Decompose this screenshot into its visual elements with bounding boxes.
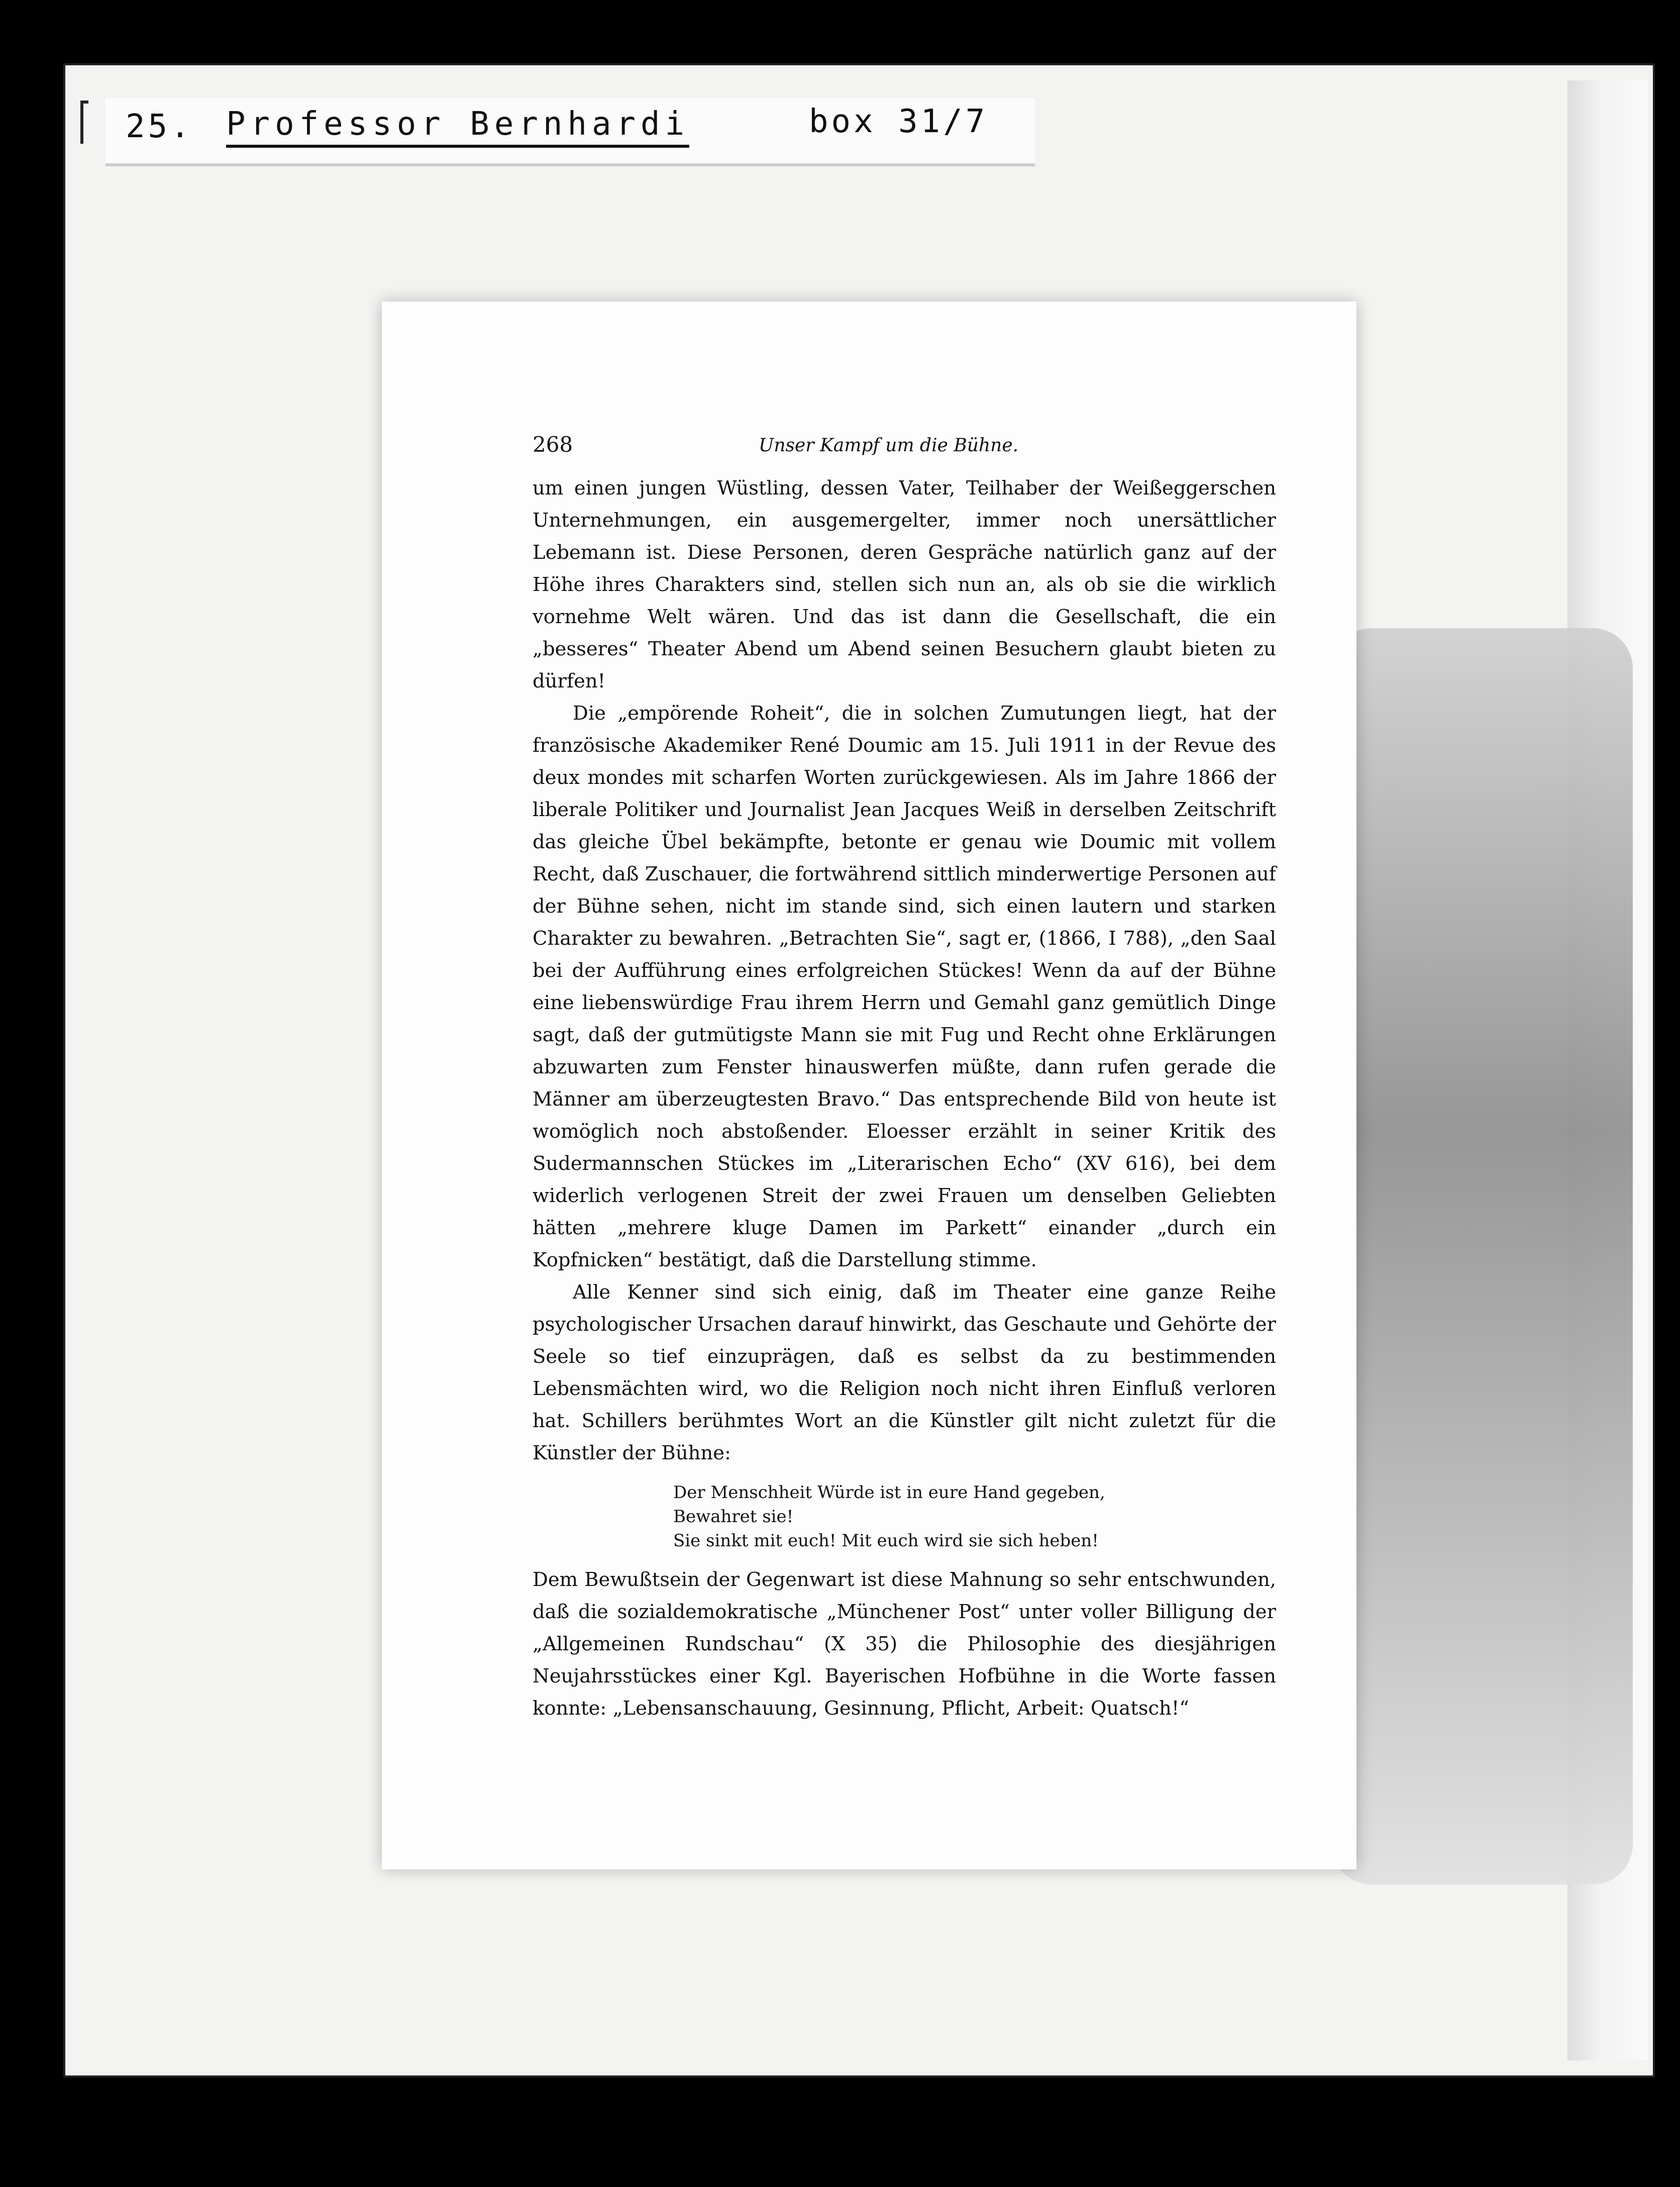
page-number: 268 — [533, 432, 573, 457]
clipping-page — [382, 302, 1356, 1869]
scan-shadow — [1331, 628, 1633, 1884]
label-title: Professor Bernhardi — [226, 106, 689, 148]
verse-line: Sie sinkt mit euch! Mit euch wird sie sich heben! — [673, 1531, 1099, 1551]
page-header — [533, 432, 1276, 462]
label-number: 25. — [126, 108, 193, 145]
paragraph: Alle Kenner sind sich einig, daß im Theater eine ganze Reihe psychologischer Ursachen darauf hinwirkt, das Geschaute und Gehörte der Seele so tief einzuprägen, daß es selbst da zu bestimmenden Lebensmächten wird, wo die Religion noch nicht ihren Einfluß verloren hat. Schillers berühmtes Wort an die Künstler gilt nicht zuletzt für die Künstler der Bühne: — [533, 1281, 1276, 1464]
closing-paragraph: Dem Bewußtsein der Gegenwart ist diese Mahnung so sehr entschwunden, daß die sozialdemokratische „Münchener Post“ unter voller Billigung der „Allgemeinen Rundschau“ (X 35) die Philosophie des diesjährigen Neujahrsstückes einer Kgl. Bayerischen Hofbühne in die Worte fassen konnte: „Lebensanschauung, Gesinnung, Pflicht, Arbeit: Quatsch!“ — [533, 1568, 1276, 1720]
running-title: Unser Kampf um die Bühne. — [759, 435, 1019, 456]
verse-line: Der Menschheit Würde ist in eure Hand gegeben, — [673, 1482, 1105, 1503]
paragraph: um einen jungen Wüstling, dessen Vater, Teilhaber der Weißeggerschen Unternehmungen, ein ausgemergelter, immer noch unersättlicher Lebemann ist. Diese Personen, deren Gespräche natürlich ganz auf der Höhe ihres Charakters sind, stellen sich nun an, als ob sie die wirklich vornehme Welt wären. Und das ist dann die Gesellschaft, die ein „besseres“ Theater Abend um Abend seinen Besuchern glaubt bieten zu dürfen! — [533, 477, 1276, 692]
corner-mark — [80, 101, 88, 144]
verse-quote — [673, 1480, 1276, 1553]
label-box: box 31/7 — [809, 103, 988, 140]
archive-label — [106, 98, 1035, 166]
body-text — [533, 472, 1276, 1725]
paragraph: Die „empörende Roheit“, die in solchen Zumutungen liegt, hat der französische Akademiker René Doumic am 15. Juli 1911 in der Revue des deux mondes mit scharfen Worten zurückgewiesen. Als im Jahre 1866 der liberale Politiker und Journalist Jean Jacques Weiß in derselben Zeitschrift das gleiche Übel bekämpfte, betonte er genau wie Doumic mit vollem Recht, daß Zuschauer, die fortwährend sittlich minderwertige Personen auf der Bühne sehen, nicht im stande sind, sich einen lautern und starken Charakter zu bewahren. „Betrachten Sie“, sagt er, (1866, I 788), „den Saal bei der Aufführung eines erfolgreichen Stückes! Wenn da auf der Bühne eine liebenswürdige Frau ihrem Herrn und Gemahl ganz gemütlich Dinge sagt, daß der gutmütigste Mann sie mit Fug und Recht ohne Erklärungen abzuwarten zum Fenster hinauswerfen müßte, dann rufen gerade die Männer am überzeugtesten Bravo.“ Das entsprechende Bild von heute ist womöglich noch abstoßender. Eloesser erzählt in seiner Kritik des Sudermannschen Stückes im „Literarischen Echo“ (XV 616), bei dem widerlich verlogenen Streit der zwei Frauen um denselben Geliebten hätten „mehrere kluge Damen im Parkett“ einander „durch ein Kopfnicken“ bestätigt, daß die Darstellung stimme. — [533, 702, 1276, 1271]
verse-line: Bewahret sie! — [673, 1507, 794, 1527]
